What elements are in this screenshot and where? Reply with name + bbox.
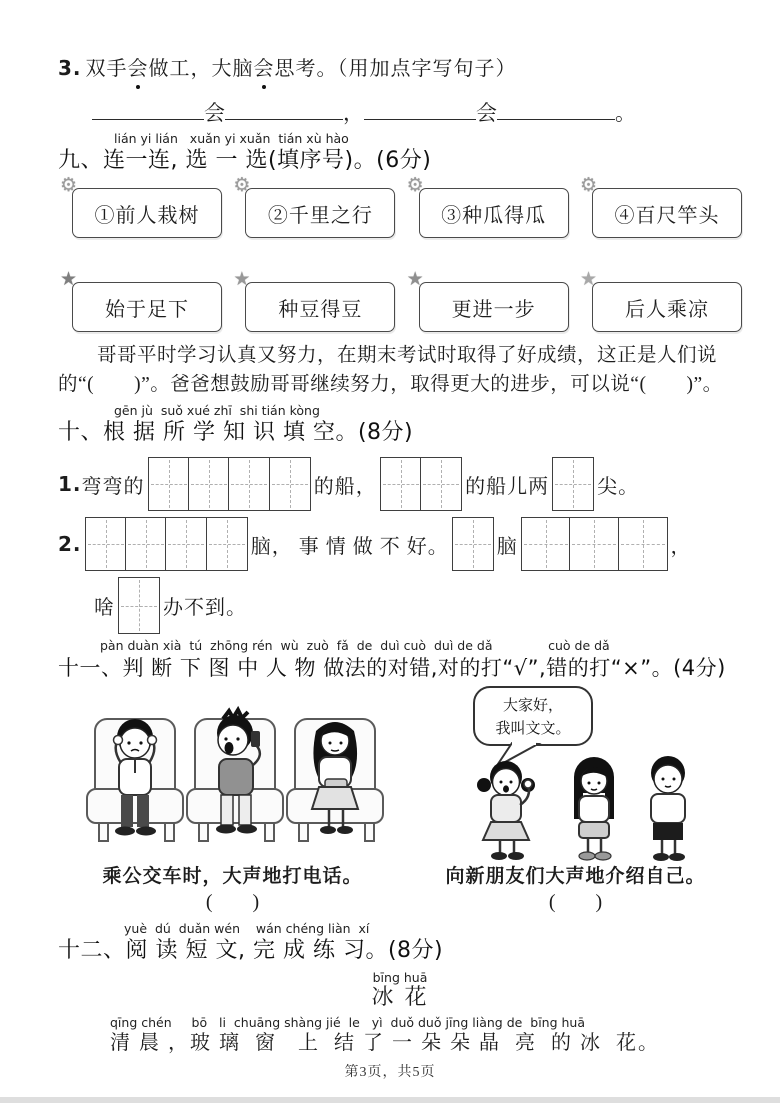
grid-cell[interactable] — [228, 457, 270, 511]
writing-grid-3cell[interactable] — [521, 517, 668, 571]
idiom-box-6[interactable] — [233, 268, 395, 332]
star-icon: ★ — [406, 268, 425, 290]
question-10-header — [58, 403, 742, 448]
question-3-text-a: 双手 — [85, 58, 128, 80]
idiom-label: 更进一步 — [451, 298, 536, 321]
line-1-text-1: 弯弯的 — [81, 475, 145, 498]
gear-icon: ⚙ — [233, 174, 252, 196]
question-3-answer-line — [92, 97, 742, 127]
answer-blank-4[interactable] — [497, 99, 615, 120]
bus-scene-block — [66, 685, 399, 913]
question-12-pinyin: yuè dú duǎn wén wán chéng liàn xí — [124, 921, 370, 936]
question-10-title: 十、根 据 所 学 知 识 填 空。(8分) — [58, 420, 414, 445]
line-3-text-2: 办不到。 — [163, 597, 247, 619]
introduction-scene-answer-parens[interactable]: ( ) — [548, 891, 603, 913]
line-2-text-3: ， — [670, 535, 692, 558]
dotted-char-2: 会 — [254, 55, 275, 83]
grid-cell[interactable] — [148, 457, 190, 511]
passage-text: 清 晨 ，玻 璃 窗 上 结 了 一 朵 朵 晶 亮 的 冰 花。 — [110, 1032, 660, 1054]
question-12-title: 十二、阅 读 短 文, 完 成 练 习。(8分) — [58, 938, 444, 963]
fill-blank-line-2 — [58, 517, 742, 571]
line-2-text-2: 脑 — [496, 535, 518, 558]
speech-bubble-line-2: 我叫文文。 — [494, 721, 571, 737]
judgement-pictures — [58, 685, 742, 913]
line-1-number: 1. — [58, 472, 82, 496]
idiom-row-bottom — [58, 268, 742, 332]
grid-cell[interactable] — [85, 517, 127, 571]
grid-cell[interactable] — [165, 517, 207, 571]
passage-title-block — [58, 970, 742, 1011]
answer-comma: ， — [343, 101, 364, 125]
fill-blank-line-3 — [94, 577, 742, 634]
line-1-text-2: 的船， — [313, 475, 377, 498]
bus-scene-answer-parens[interactable]: ( ) — [205, 891, 260, 913]
idiom-label: ①前人栽树 — [94, 204, 200, 227]
question-12-header — [58, 921, 742, 966]
line-1-text-3: 的船儿两 — [465, 475, 550, 498]
grid-cell[interactable] — [118, 577, 160, 634]
gear-icon: ⚙ — [579, 174, 599, 196]
idiom-box-4[interactable] — [579, 174, 742, 238]
grid-cell[interactable] — [521, 517, 571, 571]
answer-blank-2[interactable] — [225, 99, 343, 120]
paragraph-line-1: 哥哥平时学习认真又努力，在期末考试时取得了好成绩，这正是人们说 — [97, 345, 718, 366]
idiom-label: ④百尺竿头 — [614, 204, 720, 227]
question-9-pinyin: lián yi lián xuǎn yi xuǎn tián xù hào — [114, 131, 349, 146]
question-9-header — [58, 131, 742, 176]
star-icon: ★ — [60, 268, 79, 290]
question-3 — [58, 54, 742, 83]
question-3-text-c: 思考。 — [274, 58, 338, 80]
grid-cell[interactable] — [206, 517, 248, 571]
idiom-label: 种豆得豆 — [278, 298, 363, 321]
grid-cell[interactable] — [452, 517, 494, 571]
answer-blank-3[interactable] — [364, 99, 476, 120]
line-1-text-4: 尖。 — [597, 475, 640, 498]
star-icon: ★ — [233, 268, 252, 290]
grid-cell[interactable] — [569, 517, 619, 571]
dotted-char-1: 会 — [128, 55, 149, 83]
speech-bubble-line-1: 大家好， — [502, 698, 563, 714]
self-introduction-illustration — [416, 685, 736, 863]
question-9-paragraph — [58, 341, 742, 399]
grid-cell[interactable] — [380, 457, 422, 511]
idiom-box-7[interactable] — [406, 268, 569, 332]
answer-hui-2: 会 — [476, 101, 497, 125]
idiom-label: 始于足下 — [105, 298, 189, 321]
question-11-header — [58, 638, 742, 683]
writing-grid-1cell[interactable] — [552, 457, 594, 511]
line-2-text-1: 脑， 事 情 做 不 好。 — [250, 535, 449, 558]
line-2-number: 2. — [58, 532, 82, 556]
writing-grid-4cell[interactable] — [148, 457, 311, 511]
question-10-pinyin: gēn jù suǒ xué zhī shi tián kòng — [114, 403, 320, 418]
grid-cell[interactable] — [618, 517, 668, 571]
idiom-box-5[interactable] — [60, 268, 222, 332]
idiom-box-1[interactable] — [60, 174, 222, 238]
grid-cell[interactable] — [420, 457, 462, 511]
bus-scene-caption: 乘公交车时，大声地打电话。 — [102, 866, 363, 887]
grid-cell[interactable] — [269, 457, 311, 511]
idiom-box-2[interactable] — [233, 174, 395, 238]
passage-title: 冰 花 — [371, 985, 429, 1010]
fill-blank-line-1 — [58, 457, 742, 511]
grid-cell[interactable] — [125, 517, 167, 571]
question-3-number: 3. — [58, 56, 82, 80]
star-icon: ★ — [579, 268, 599, 290]
passage-text-pinyin: qīng chén bō li chuāng shàng jié le yì duǒ duǒ jīng liàng de bīng huā — [110, 1015, 586, 1030]
writing-grid-1cell[interactable] — [118, 577, 160, 634]
answer-blank-1[interactable] — [92, 99, 204, 120]
idiom-label: ③种瓜得瓜 — [441, 204, 547, 227]
writing-grid-2cell[interactable] — [380, 457, 462, 511]
idiom-box-8[interactable] — [579, 268, 742, 332]
introduction-scene-block — [409, 685, 742, 913]
question-11-title: 十一、判 断 下 图 中 人 物 做法的对错,对的打“√”,错的打“×”。(4分) — [58, 656, 726, 680]
idiom-box-3[interactable] — [406, 174, 569, 238]
question-9-title: 九、连一连, 选 一 选(填序号)。(6分) — [58, 148, 432, 173]
grid-cell[interactable] — [188, 457, 230, 511]
scan-bottom-edge — [0, 1097, 780, 1103]
bus-phone-illustration — [73, 685, 393, 863]
idiom-label: 后人乘凉 — [624, 298, 709, 321]
grid-cell[interactable] — [552, 457, 594, 511]
page-footer: 第3页，共5页 — [344, 1065, 436, 1080]
question-3-note: （用加点字写句子） — [337, 58, 517, 80]
gear-icon: ⚙ — [60, 174, 79, 196]
idiom-row-top — [58, 174, 742, 238]
introduction-scene-caption: 向新朋友们大声地介绍自己。 — [445, 866, 706, 887]
passage-text-block — [110, 1015, 742, 1056]
question-11-pinyin: pàn duàn xià tú zhōng rén wù zuò fǎ de duì cuò duì de dǎ cuò de dǎ — [100, 638, 610, 653]
writing-grid-1cell[interactable] — [452, 517, 494, 571]
answer-period: 。 — [615, 101, 636, 125]
answer-hui-1: 会 — [204, 101, 225, 125]
idiom-label: ②千里之行 — [267, 204, 373, 227]
passage-title-pinyin: bīng huā — [372, 970, 428, 985]
paragraph-line-2: 的“( )”。爸爸想鼓励哥哥继续努力，取得更大的进步，可以说“( )”。 — [58, 374, 723, 395]
line-3-text-1: 啥 — [94, 597, 115, 619]
gear-icon: ⚙ — [406, 174, 425, 196]
question-3-text-b: 做工，大脑 — [148, 58, 254, 80]
writing-grid-4cell[interactable] — [85, 517, 248, 571]
